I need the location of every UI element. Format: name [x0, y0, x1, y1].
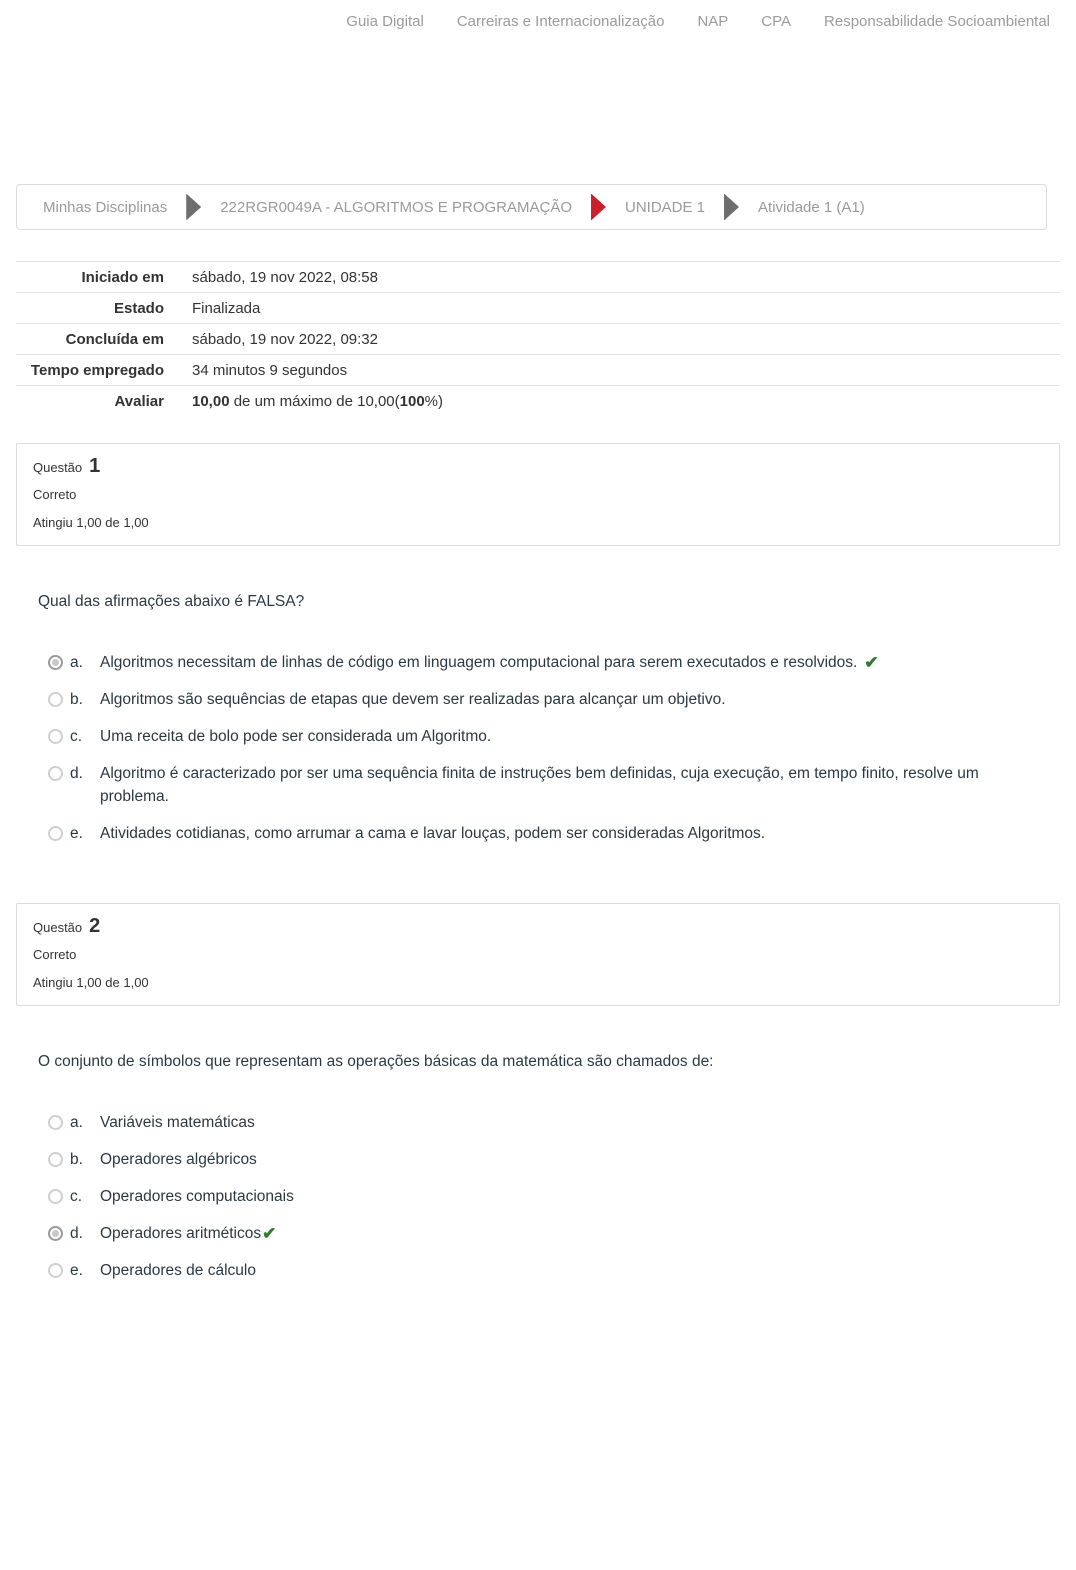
answer-option-d: [48, 762, 1050, 808]
answer-option-b: [48, 1148, 1050, 1171]
correct-check-icon: ✔: [262, 1224, 277, 1243]
option-text: Variáveis matemáticas: [100, 1114, 255, 1131]
breadcrumb-separator-arrow-icon: [591, 194, 606, 221]
grade-text: de um máximo de 10,00(: [229, 393, 400, 410]
radio-button-e[interactable]: [48, 1263, 63, 1278]
option-text: Operadores algébricos: [100, 1151, 257, 1168]
option-text: Algoritmos necessitam de linhas de código em linguagem computacional para serem executados e resolvidos.: [100, 654, 858, 671]
option-text: Operadores de cálculo: [100, 1262, 256, 1279]
answer-option-b: [48, 688, 1050, 711]
answer-option-e: [48, 822, 1050, 845]
grade-suffix: %): [424, 393, 444, 410]
topnav-link-1[interactable]: Guia Digital: [346, 13, 424, 30]
option-text: Operadores computacionais: [100, 1188, 294, 1205]
question-1-text: Qual das afirmações abaixo é FALSA?: [38, 593, 305, 610]
breadcrumb-item-3[interactable]: UNIDADE 1: [625, 198, 706, 216]
question-1-options: [48, 651, 1050, 845]
breadcrumb-item-1[interactable]: Minhas Disciplinas: [43, 198, 168, 216]
option-text: Algoritmos são sequências de etapas que devem ser realizadas para alcançar um objetivo.: [100, 691, 726, 708]
option-letter: a.: [70, 1114, 83, 1131]
option-letter: b.: [70, 1151, 83, 1168]
option-text: Atividades cotidianas, como arrumar a cama e lavar louças, podem ser consideradas Algoritmos.: [100, 825, 766, 842]
radio-selected-dot: [52, 659, 59, 666]
question-2-info-box: [16, 903, 1060, 1006]
radio-selected-dot: [52, 1230, 59, 1237]
radio-button-e[interactable]: [48, 826, 63, 841]
question-1-status: Correto: [33, 487, 77, 502]
answer-option-e: [48, 1259, 1050, 1282]
question-2-number: 2: [89, 915, 101, 937]
attempt-summary-table: [16, 261, 1060, 421]
question-2-text: O conjunto de símbolos que representam as operações básicas da matemática são chamados de:: [38, 1053, 714, 1070]
radio-button-c[interactable]: [48, 1189, 63, 1204]
summary-row-value: sábado, 19 nov 2022, 08:58: [192, 269, 378, 286]
summary-row-label: Tempo empregado: [30, 362, 164, 379]
question-1-header: [33, 455, 1043, 478]
option-letter: c.: [70, 1188, 83, 1205]
summary-row: [16, 261, 1060, 292]
question-2-header: [33, 915, 1043, 938]
answer-option-c: [48, 1185, 1050, 1208]
answer-option-d: [48, 1222, 1050, 1245]
grade-value: [164, 390, 443, 413]
summary-row-value: sábado, 19 nov 2022, 09:32: [192, 331, 378, 348]
radio-button-d[interactable]: [48, 1226, 63, 1241]
breadcrumb: [16, 184, 1047, 230]
summary-row: [16, 292, 1060, 323]
option-letter: a.: [70, 654, 83, 671]
topnav-link-5[interactable]: Responsabilidade Socioambiental: [824, 13, 1050, 30]
option-letter: c.: [70, 728, 83, 745]
grade-percent: 100: [399, 393, 425, 410]
summary-row-value: 34 minutos 9 segundos: [192, 362, 348, 379]
correct-check-icon: ✔: [864, 653, 879, 672]
radio-button-a[interactable]: [48, 1115, 63, 1130]
grade-label: Avaliar: [114, 393, 164, 410]
answer-option-c: [48, 725, 1050, 748]
radio-button-c[interactable]: [48, 729, 63, 744]
answer-option-a: [48, 651, 1050, 674]
question-2-word: Questão: [33, 920, 83, 935]
question-2-points: Atingiu 1,00 de 1,00: [33, 975, 149, 990]
option-letter: d.: [70, 765, 83, 782]
summary-row-label: Concluída em: [65, 331, 164, 348]
summary-row-grade: [16, 385, 1060, 421]
question-1-points: Atingiu 1,00 de 1,00: [33, 515, 149, 530]
option-letter: e.: [70, 825, 83, 842]
option-letter: b.: [70, 691, 83, 708]
breadcrumb-item-2[interactable]: 222RGR0049A - ALGORITMOS E PROGRAMAÇÃO: [220, 198, 572, 216]
answer-option-a: [48, 1111, 1050, 1134]
question-2-status: Correto: [33, 947, 77, 962]
summary-row-value: Finalizada: [192, 300, 261, 317]
question-1-info-box: [16, 443, 1060, 546]
question-1-number: 1: [89, 455, 101, 477]
grade-score: 10,00: [192, 393, 230, 410]
topnav-link-4[interactable]: CPA: [761, 13, 792, 30]
topnav-link-2[interactable]: Carreiras e Internacionalização: [456, 13, 665, 30]
summary-row-label: Iniciado em: [81, 269, 164, 286]
radio-button-d[interactable]: [48, 766, 63, 781]
top-nav: [0, 0, 1076, 30]
summary-row-label: Estado: [113, 300, 164, 317]
radio-button-a[interactable]: [48, 655, 63, 670]
breadcrumb-item-4[interactable]: Atividade 1 (A1): [758, 198, 865, 216]
question-1-word: Questão: [33, 460, 83, 475]
option-letter: d.: [70, 1225, 83, 1242]
breadcrumb-separator-arrow-icon: [724, 194, 739, 221]
question-2-options: [48, 1111, 1050, 1282]
option-text: Uma receita de bolo pode ser considerada um Algoritmo.: [100, 728, 492, 745]
radio-button-b[interactable]: [48, 1152, 63, 1167]
summary-rows: [16, 261, 1060, 385]
topnav-link-3[interactable]: NAP: [697, 13, 729, 30]
radio-button-b[interactable]: [48, 692, 63, 707]
option-text: Operadores aritméticos: [100, 1225, 262, 1242]
summary-row: [16, 323, 1060, 354]
breadcrumb-separator-arrow-icon: [186, 194, 201, 221]
summary-row: [16, 354, 1060, 385]
option-letter: e.: [70, 1262, 83, 1279]
option-text: Algoritmo é caracterizado por ser uma sequência finita de instruções bem definidas, cuja execução, em tempo finito, resolve um problema.: [100, 765, 979, 805]
